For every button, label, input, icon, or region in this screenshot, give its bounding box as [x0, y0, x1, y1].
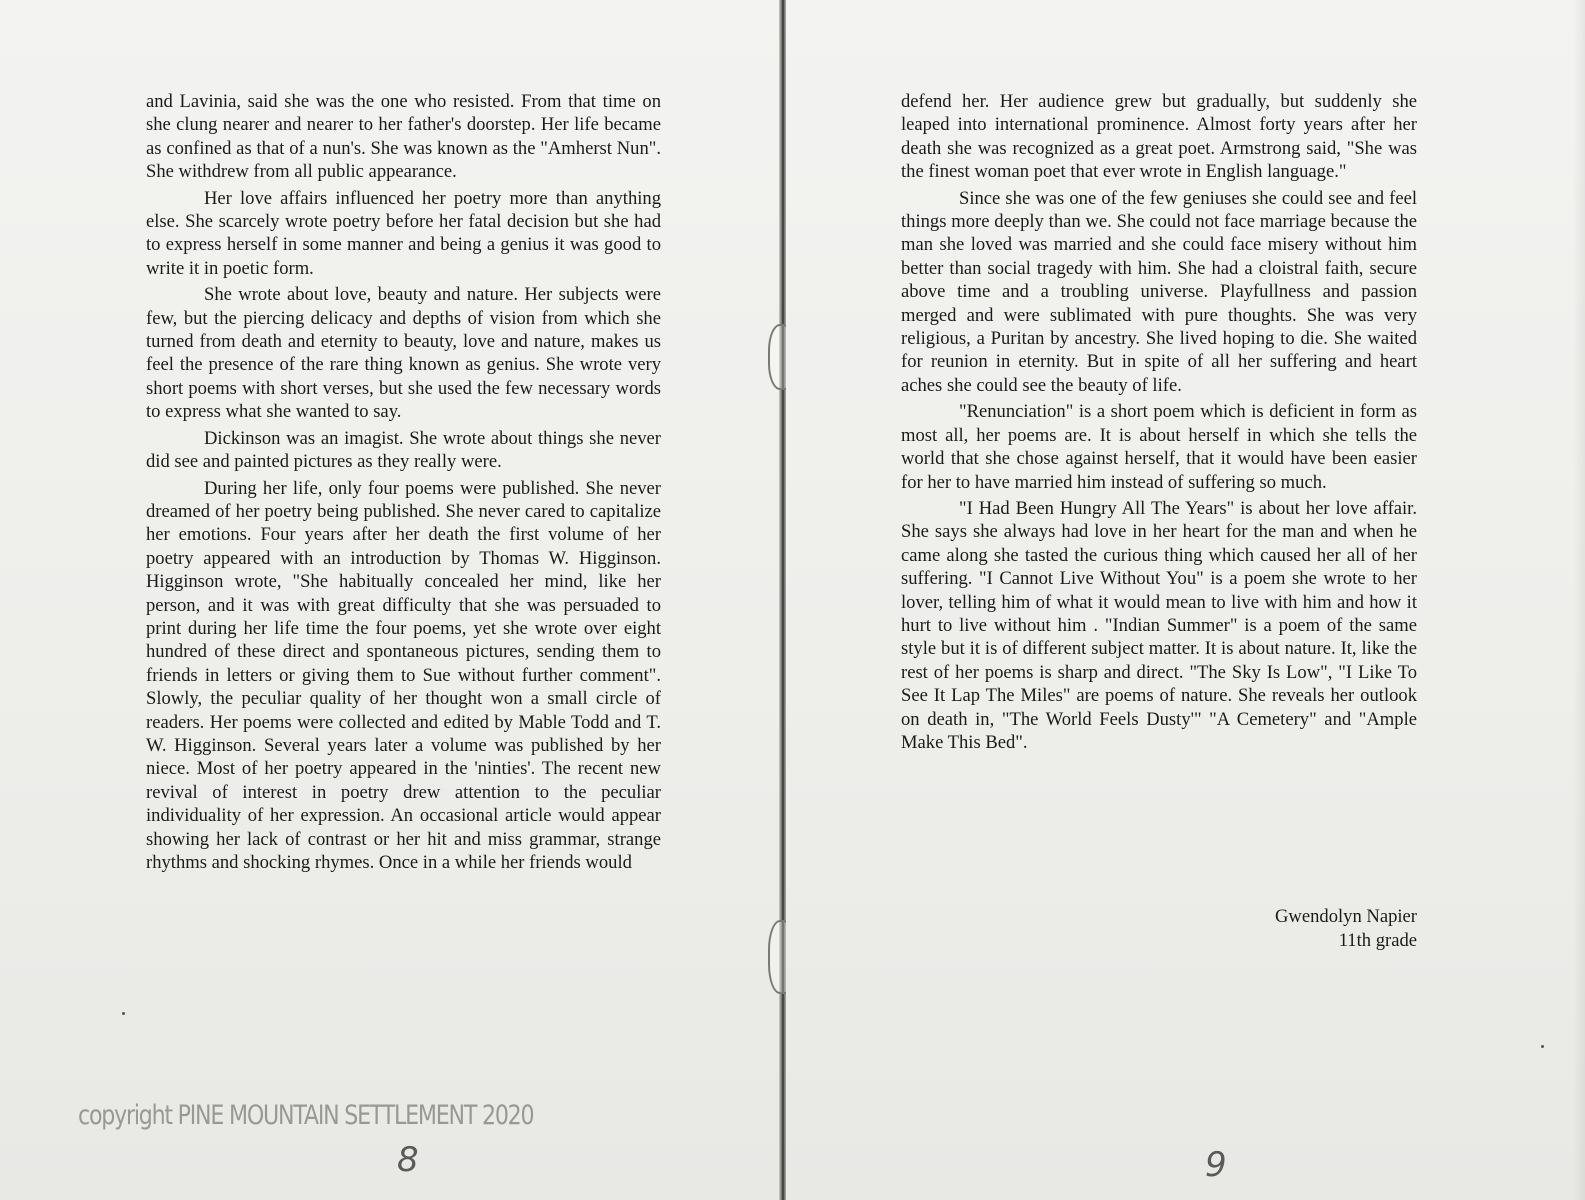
left-paragraph-3: She wrote about love, beauty and nature. Her subjects were few, but the piercing delicacy and depths of vision from which she turned from death and eternity to beauty, love and nature, makes us feel the presence of the rare thing known as genius. She wrote very short poems with short verses, but she used the few necessary words to express what she wanted to say.	[146, 284, 661, 423]
right-paragraph-3: "Renunciation" is a short poem which is deficient in form as most all, her poems are. It is about herself in which she tells the world that she chose against herself, that it would have been easier for her to have married him instead of suffering so much.	[901, 401, 1417, 493]
page-number-right: 9	[1205, 1145, 1227, 1185]
page-number-left: 8	[397, 1140, 419, 1180]
left-paragraph-5: During her life, only four poems were published. She never dreamed of her poetry being published. She never cared to capitalize her emotions. Four years after her death the first volume of her poetry appeared with an introduction by Thomas W. Higginson. Higginson wrote, "She habitually concealed her mind, like her person, and it was with great difficulty that she was persuaded to print during her life time the four poems, yet she wrote over eight hundred of these direct and spontaneous pictures, sending them to friends in letters or giving them to Sue without further comment". Slowly, the peculiar quality of her thought won a small circle of readers. Her poems were collected and edited by Mable Todd and T. W. Higginson. Several years later a volume was published by her niece. Most of her poetry appeared in the 'ninties'. The recent new revival of interest in poetry drew attention to the peculiar individuality of her expression. An occasional article would appear showing her lack of contrast or her hit and miss grammar, strange rhythms and shocking rhymes. Once in a while her friends would	[146, 477, 661, 873]
right-paragraph-1: defend her. Her audience grew but gradually, but suddenly she leaped into international prominence. Almost forty years after her death she was recognized as a great poet. Armstrong said, "She was the finest woman poet that ever wrote in English language."	[901, 91, 1417, 183]
right-paragraph-2: Since she was one of the few geniuses she could see and feel things more deeply than we. She could not face marriage because the man she loved was married and she could face misery without him better than social tragedy with him. She had a cloistral faith, secure above time and a troubling universe. Playfullness and passion merged and were sublimated with pure thoughts. She was very religious, a Puritan by ancestry. She lived hoping to die. She waited for reunion in eternity. But in spite of all her suffering and heart aches she could see the beauty of life.	[901, 187, 1417, 396]
right-text-column	[901, 90, 1417, 757]
page-edge-shadow	[1573, 0, 1585, 1200]
author-signature	[1275, 905, 1417, 953]
paper-speck	[122, 1012, 125, 1015]
left-paragraph-4: Dickinson was an imagist. She wrote about things she never did see and painted pictures as they really were.	[146, 427, 661, 473]
left-text-column	[146, 90, 661, 877]
left-page	[0, 0, 781, 1200]
author-name: Gwendolyn Napier	[1275, 906, 1417, 927]
right-paragraph-4: "I Had Been Hungry All The Years" is about her love affair. She says she always had love in her heart for the man and when he came along she tasted the curious thing which caused her all of her suffering. "I Cannot Live Without You" is a poem she wrote to her lover, telling him of what it would mean to live with him and how it hurt to live without him . "Indian Summer" is a poem of the same style but it is of different subject matter. It is about nature. It, like the rest of her poems is sharp and direct. "The Sky Is Low", "I Like To See It Lap The Miles" are poems of nature. She reveals her outlook on death in, "The World Feels Dusty'" "A Cemetery" and "Ample Make This Bed".	[901, 497, 1417, 753]
left-paragraph-1: and Lavinia, said she was the one who resisted. From that time on she clung nearer and nearer to her father's doorstep. Her life became as confined as that of a nun's. She was known as the "Amherst Nun". She withdrew from all public appearance.	[146, 91, 661, 183]
paper-speck	[1541, 1045, 1544, 1048]
left-paragraph-2: Her love affairs influenced her poetry more than anything else. She scarcely wrote poetry before her fatal decision but she had to express herself in some manner and being a genius it was good to write it in poetic form.	[146, 187, 661, 279]
author-grade: 11th grade	[1338, 930, 1417, 951]
copyright-watermark: copyright PINE MOUNTAIN SETTLEMENT 2020	[78, 1100, 534, 1131]
